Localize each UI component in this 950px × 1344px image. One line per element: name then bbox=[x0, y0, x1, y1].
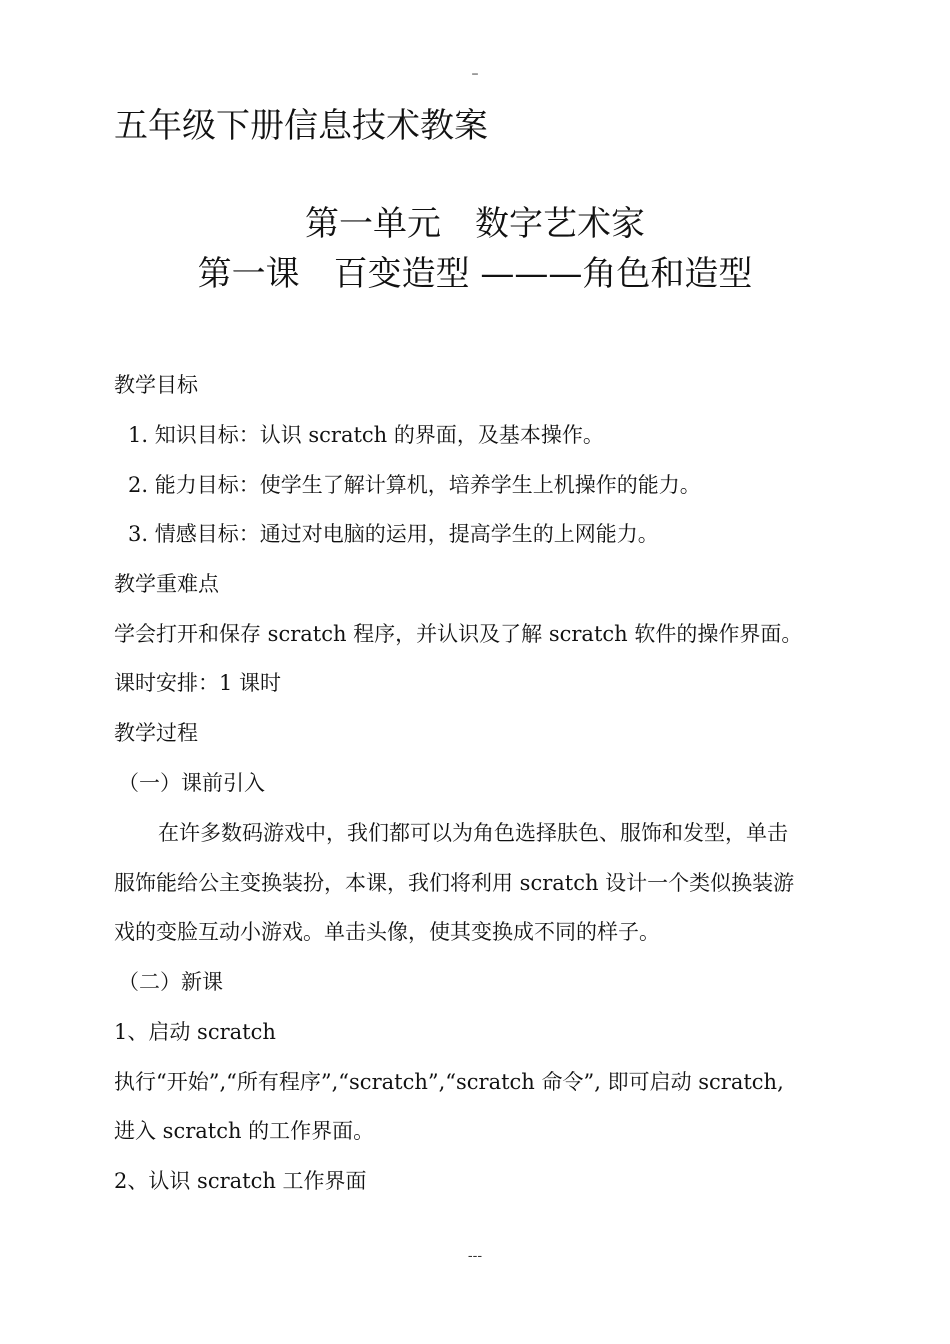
objectives-heading: 教学目标 bbox=[114, 373, 198, 397]
intro-paragraph-line: 服饰能给公主变换装扮，本课，我们将利用 scratch 设计一个类似换装游 bbox=[114, 871, 795, 895]
page-footer-mark: --- bbox=[467, 1248, 483, 1264]
step2-heading: 2、认识 scratch 工作界面 bbox=[114, 1169, 367, 1193]
objective-item: 1. 知识目标：认识 scratch 的界面，及基本操作。 bbox=[128, 423, 604, 447]
unit-title: 第一单元 数字艺术家 bbox=[305, 204, 645, 244]
process-heading: 教学过程 bbox=[114, 721, 198, 745]
intro-paragraph-line: 戏的变脸互动小游戏。单击头像，使其变换成不同的样子。 bbox=[114, 920, 660, 944]
key-points-text: 学会打开和保存 scratch 程序，并认识及了解 scratch 软件的操作界面。 bbox=[114, 622, 803, 646]
intro-paragraph-line: 在许多数码游戏中，我们都可以为角色选择肤色、服饰和发型，单击 bbox=[158, 821, 788, 845]
schedule-text: 课时安排：1 课时 bbox=[114, 671, 282, 695]
lesson-title: 第一课 百变造型 ———角色和造型 bbox=[197, 254, 753, 294]
page-header-mark: – bbox=[471, 66, 479, 82]
new-lesson-heading: （二）新课 bbox=[118, 970, 223, 994]
document-title: 五年级下册信息技术教案 bbox=[114, 106, 488, 146]
intro-heading: （一）课前引入 bbox=[118, 771, 265, 795]
objective-item: 3. 情感目标：通过对电脑的运用，提高学生的上网能力。 bbox=[128, 522, 659, 546]
objective-item: 2. 能力目标：使学生了解计算机，培养学生上机操作的能力。 bbox=[128, 473, 701, 497]
step1-heading: 1、启动 scratch bbox=[114, 1020, 276, 1044]
step1-text-line: 执行“开始”,“所有程序”,“scratch”,“scratch 命令”, 即可启动 scratch, bbox=[114, 1070, 784, 1094]
step1-text-line: 进入 scratch 的工作界面。 bbox=[114, 1119, 375, 1143]
key-points-heading: 教学重难点 bbox=[114, 572, 219, 596]
